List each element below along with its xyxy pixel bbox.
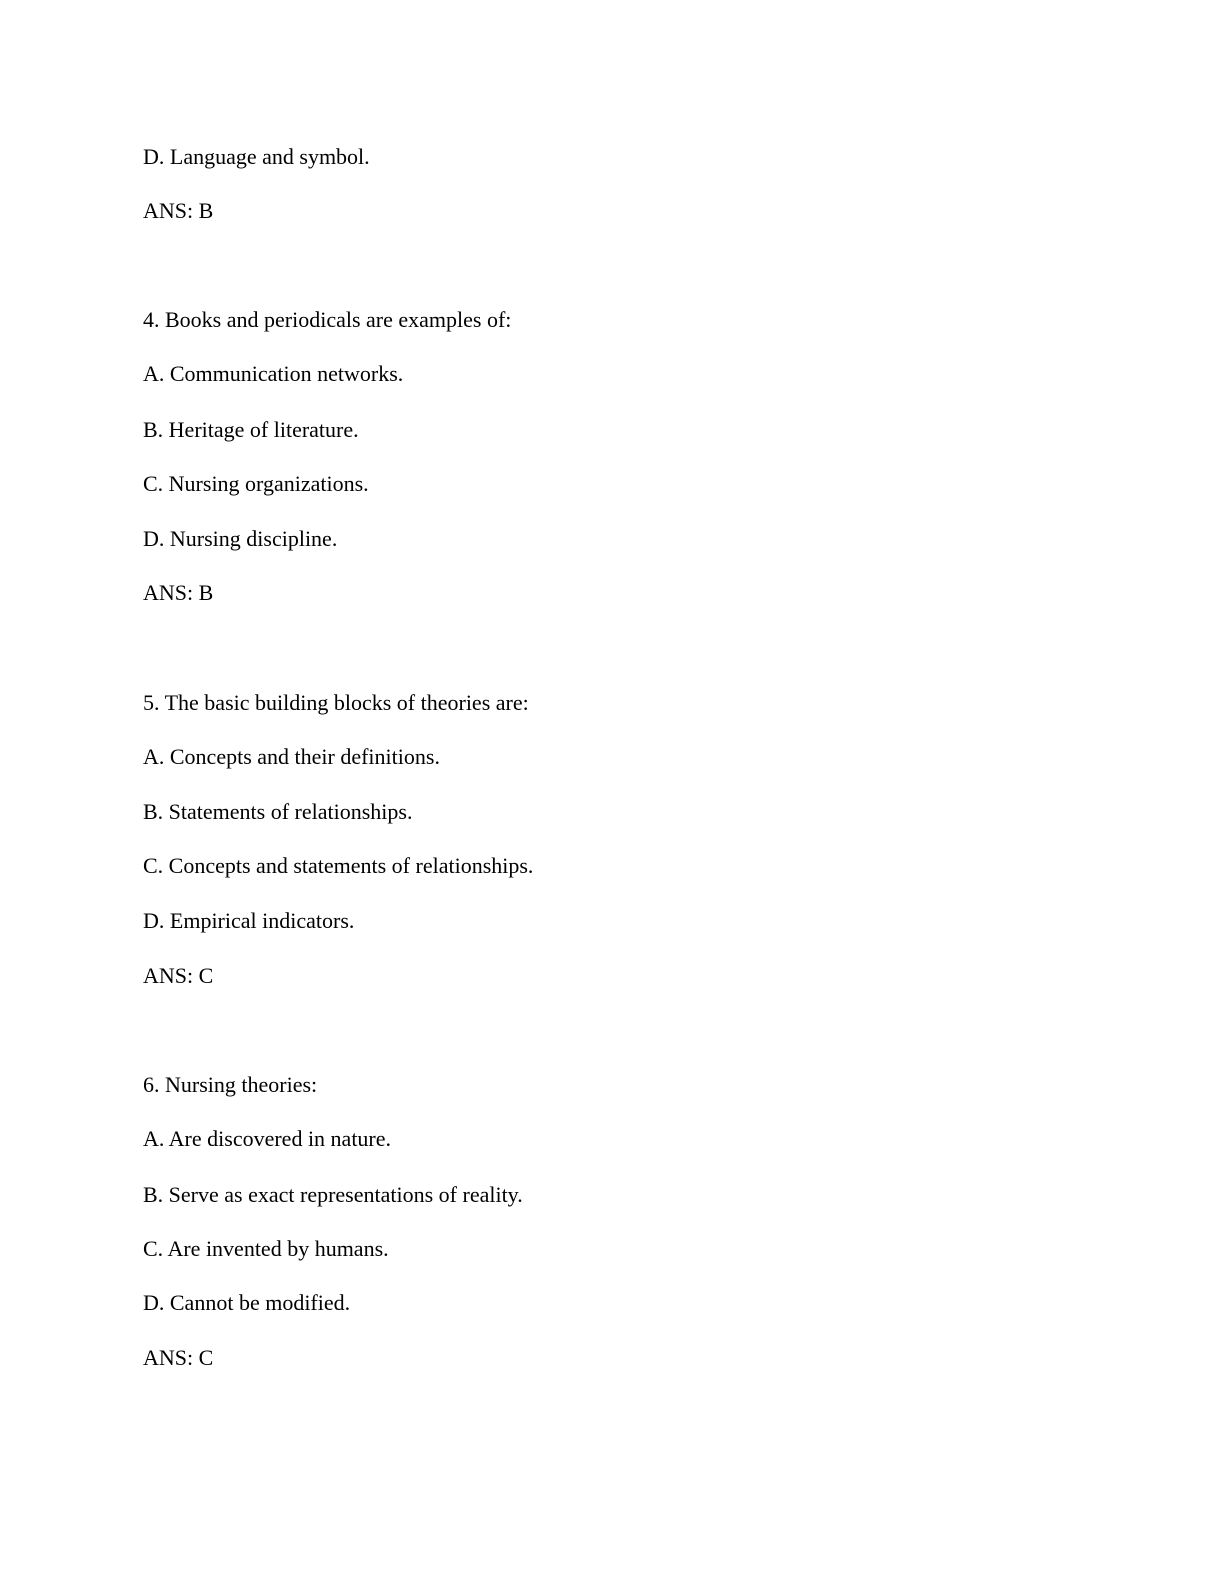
option-a: A. Communication networks.	[143, 361, 404, 386]
option-c: C. Are invented by humans.	[143, 1236, 389, 1261]
option-d: D. Empirical indicators.	[143, 908, 355, 933]
continued-answer: ANS: B	[143, 198, 214, 223]
option-d: D. Nursing discipline.	[143, 526, 338, 551]
option-b: B. Statements of relationships.	[143, 799, 413, 824]
question-stem: 6. Nursing theories:	[143, 1072, 318, 1097]
option-b: B. Heritage of literature.	[143, 417, 359, 442]
answer: ANS: C	[143, 1345, 214, 1370]
answer: ANS: B	[143, 580, 214, 605]
continued-option-d: D. Language and symbol.	[143, 144, 370, 169]
option-d: D. Cannot be modified.	[143, 1290, 351, 1315]
question-stem: 5. The basic building blocks of theories are:	[143, 690, 529, 715]
option-a: A. Are discovered in nature.	[143, 1126, 392, 1151]
option-a: A. Concepts and their definitions.	[143, 744, 440, 769]
question-stem: 4. Books and periodicals are examples of:	[143, 307, 512, 332]
option-b: B. Serve as exact representations of reality.	[143, 1182, 523, 1207]
option-c: C. Nursing organizations.	[143, 471, 369, 496]
answer: ANS: C	[143, 963, 214, 988]
option-c: C. Concepts and statements of relationships.	[143, 853, 534, 878]
